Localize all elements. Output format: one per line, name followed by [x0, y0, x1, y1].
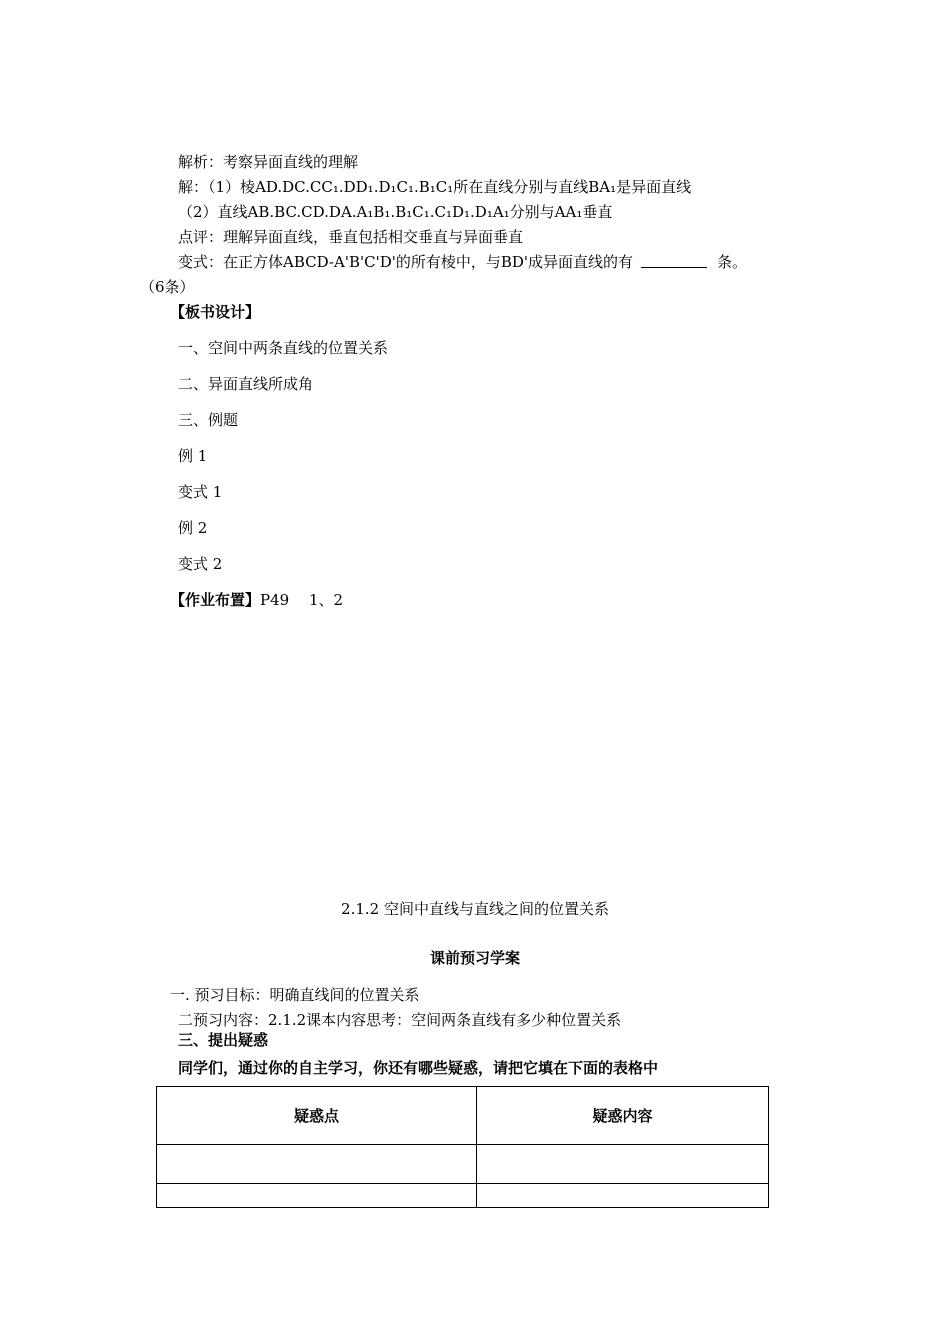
- variant-label: 变式：: [178, 253, 224, 271]
- variant-answer: （6条）: [140, 278, 195, 296]
- board-item: 变式 2: [178, 555, 223, 573]
- table-header-row: [157, 1087, 769, 1145]
- solution-part2-body: AB.BC.CD.DA.A₁B₁.B₁C₁.C₁D₁.D₁A₁分别与AA₁垂直: [247, 203, 613, 221]
- table-row: [157, 1184, 769, 1208]
- analysis-text: 考察异面直线的理解: [223, 153, 359, 171]
- variant-text-before: 在正方体ABCD-A'B'C'D'的所有棱中，与BD'成异面直线的有: [223, 253, 634, 271]
- table-cell[interactable]: [157, 1145, 477, 1184]
- doubts-table: [156, 1086, 769, 1208]
- board-item: 例 1: [178, 447, 208, 465]
- comment-label: 点评：: [178, 228, 224, 246]
- analysis-line: [178, 152, 358, 172]
- board-item: 二、异面直线所成角: [178, 375, 314, 393]
- solution-line-2: [178, 202, 612, 222]
- table-row: [157, 1145, 769, 1184]
- table-cell[interactable]: [477, 1184, 769, 1208]
- board-item: 变式 1: [178, 483, 223, 501]
- solution-part2-prefix: （2）直线: [178, 203, 248, 221]
- table-header: 疑惑点: [157, 1087, 477, 1145]
- table-cell[interactable]: [157, 1184, 477, 1208]
- board-item: 例 2: [178, 519, 208, 537]
- section-title: 2.1.2 空间中直线与直线之间的位置关系: [341, 900, 609, 918]
- homework-text: P49 1、2: [260, 591, 344, 609]
- answer-blank: [641, 254, 707, 268]
- table-header: 疑惑内容: [477, 1087, 769, 1145]
- solution-part1-body: AD.DC.CC₁.DD₁.D₁C₁.B₁C₁所在直线分别与直线BA₁是异面直线: [255, 178, 692, 196]
- homework-heading: 【作业布置】: [170, 591, 261, 609]
- board-design-heading: 【板书设计】: [170, 303, 261, 321]
- doubts-heading: 三、提出疑惑: [178, 1031, 269, 1049]
- solution-line-1: [178, 177, 691, 197]
- variant-line: [178, 252, 747, 272]
- preview-title: 课前预习学案: [429, 949, 520, 967]
- comment-text: 理解异面直线，垂直包括相交垂直与异面垂直: [223, 228, 524, 246]
- homework-line: [170, 590, 343, 610]
- solution-label: 解：: [178, 178, 209, 196]
- board-item: 三、例题: [178, 411, 239, 429]
- preview-content: 二预习内容：2.1.2课本内容思考：空间两条直线有多少种位置关系: [178, 1011, 622, 1029]
- variant-text-after: 条。: [717, 253, 748, 271]
- board-item: 一、空间中两条直线的位置关系: [178, 339, 389, 357]
- doubts-prompt: 同学们，通过你的自主学习，你还有哪些疑惑，请把它填在下面的表格中: [178, 1059, 659, 1077]
- preview-goal: 一. 预习目标：明确直线间的位置关系: [170, 986, 420, 1004]
- analysis-label: 解析：: [178, 153, 224, 171]
- table-cell[interactable]: [477, 1145, 769, 1184]
- solution-part1-prefix: （1）棱: [208, 178, 256, 196]
- comment-line: [178, 227, 523, 247]
